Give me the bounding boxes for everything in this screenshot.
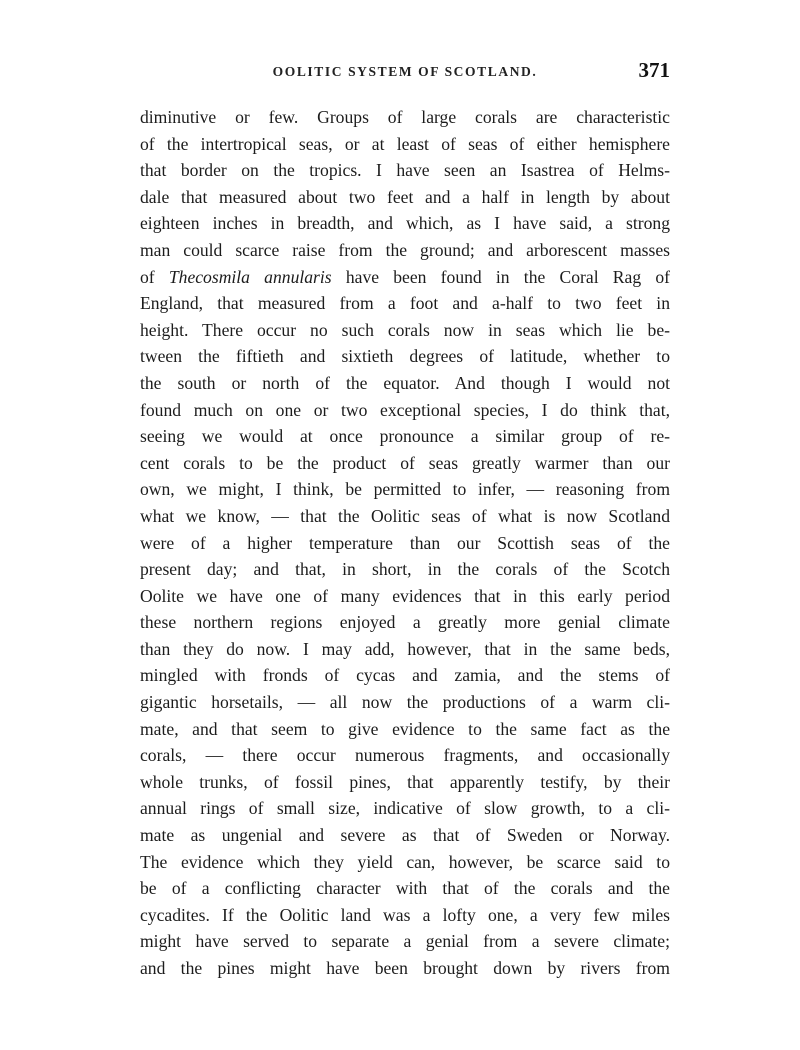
text-line: tween the fiftieth and sixtieth degrees of latitude, whether to (140, 346, 670, 367)
text-line: these northern regions enjoyed a greatly more genial climate (140, 612, 670, 633)
text-line: gigantic horsetails, — all now the productions of a warm cli- (140, 692, 670, 713)
text-line: The evidence which they yield can, however, be scarce said to (140, 851, 670, 872)
text-line: cycadites. If the Oolitic land was a lofty one, a very few miles (140, 904, 670, 925)
text-line: England, that measured from a foot and a-half to two feet in (140, 293, 670, 314)
text-line: present day; and that, in short, in the corals of the Scotch (140, 559, 670, 580)
text-line: of the intertropical seas, or at least of seas of either hemisphere (140, 133, 670, 154)
text-line: diminutive or few. Groups of large corals are characteristic (140, 107, 670, 127)
text-line: eighteen inches in breadth, and which, as I have said, a strong (140, 213, 670, 234)
running-head (140, 58, 670, 88)
text-line: annual rings of small size, indicative of slow growth, to a cli- (140, 798, 670, 819)
text-line: than they do now. I may add, however, that in the same beds, (140, 638, 670, 659)
text-line: seeing we would at once pronounce a similar group of re- (140, 426, 670, 447)
text-line: and the pines might have been brought down by rivers from (140, 958, 670, 978)
text-line: mate, and that seem to give evidence to the same fact as the (140, 718, 670, 739)
text-line: might have served to separate a genial from a severe climate; (140, 931, 670, 952)
text-line: mingled with fronds of cycas and zamia, and the stems of (140, 665, 670, 686)
text-line: Oolite we have one of many evidences that in this early period (140, 585, 670, 606)
body-text (140, 104, 670, 982)
text-line: dale that measured about two feet and a half in length by about (140, 186, 670, 207)
text-line: cent corals to be the product of seas greatly warmer than our (140, 452, 670, 473)
text-line: that border on the tropics. I have seen an Isastrea of Helms- (140, 160, 670, 181)
italic-species-name: Thecosmila annularis (168, 266, 332, 287)
text-line: the south or north of the equator. And though I would not (140, 372, 670, 393)
text-line: man could scarce raise from the ground; and arborescent masses (140, 239, 670, 260)
text-line: own, we might, I think, be permitted to infer, — reasoning from (140, 479, 670, 500)
text-line: found much on one or two exceptional species, I do think that, (140, 399, 670, 420)
text-line: corals, — there occur numerous fragments, and occasionally (140, 745, 670, 766)
text-line: what we know, — that the Oolitic seas of what is now Scotland (140, 505, 670, 526)
text-line: be of a conflicting character with that of the corals and the (140, 878, 670, 899)
text-line: of Thecosmila annularis have been found in the Coral Rag of (140, 266, 670, 287)
text-line: height. There occur no such corals now in seas which lie be- (140, 319, 670, 340)
text-line: whole trunks, of fossil pines, that apparently testify, by their (140, 771, 670, 792)
text-line: mate as ungenial and severe as that of Sweden or Norway. (140, 825, 670, 846)
text-line: were of a higher temperature than our Scottish seas of the (140, 532, 670, 553)
running-title: OOLITIC SYSTEM OF SCOTLAND. (272, 64, 538, 79)
page-number: 371 (638, 58, 670, 82)
